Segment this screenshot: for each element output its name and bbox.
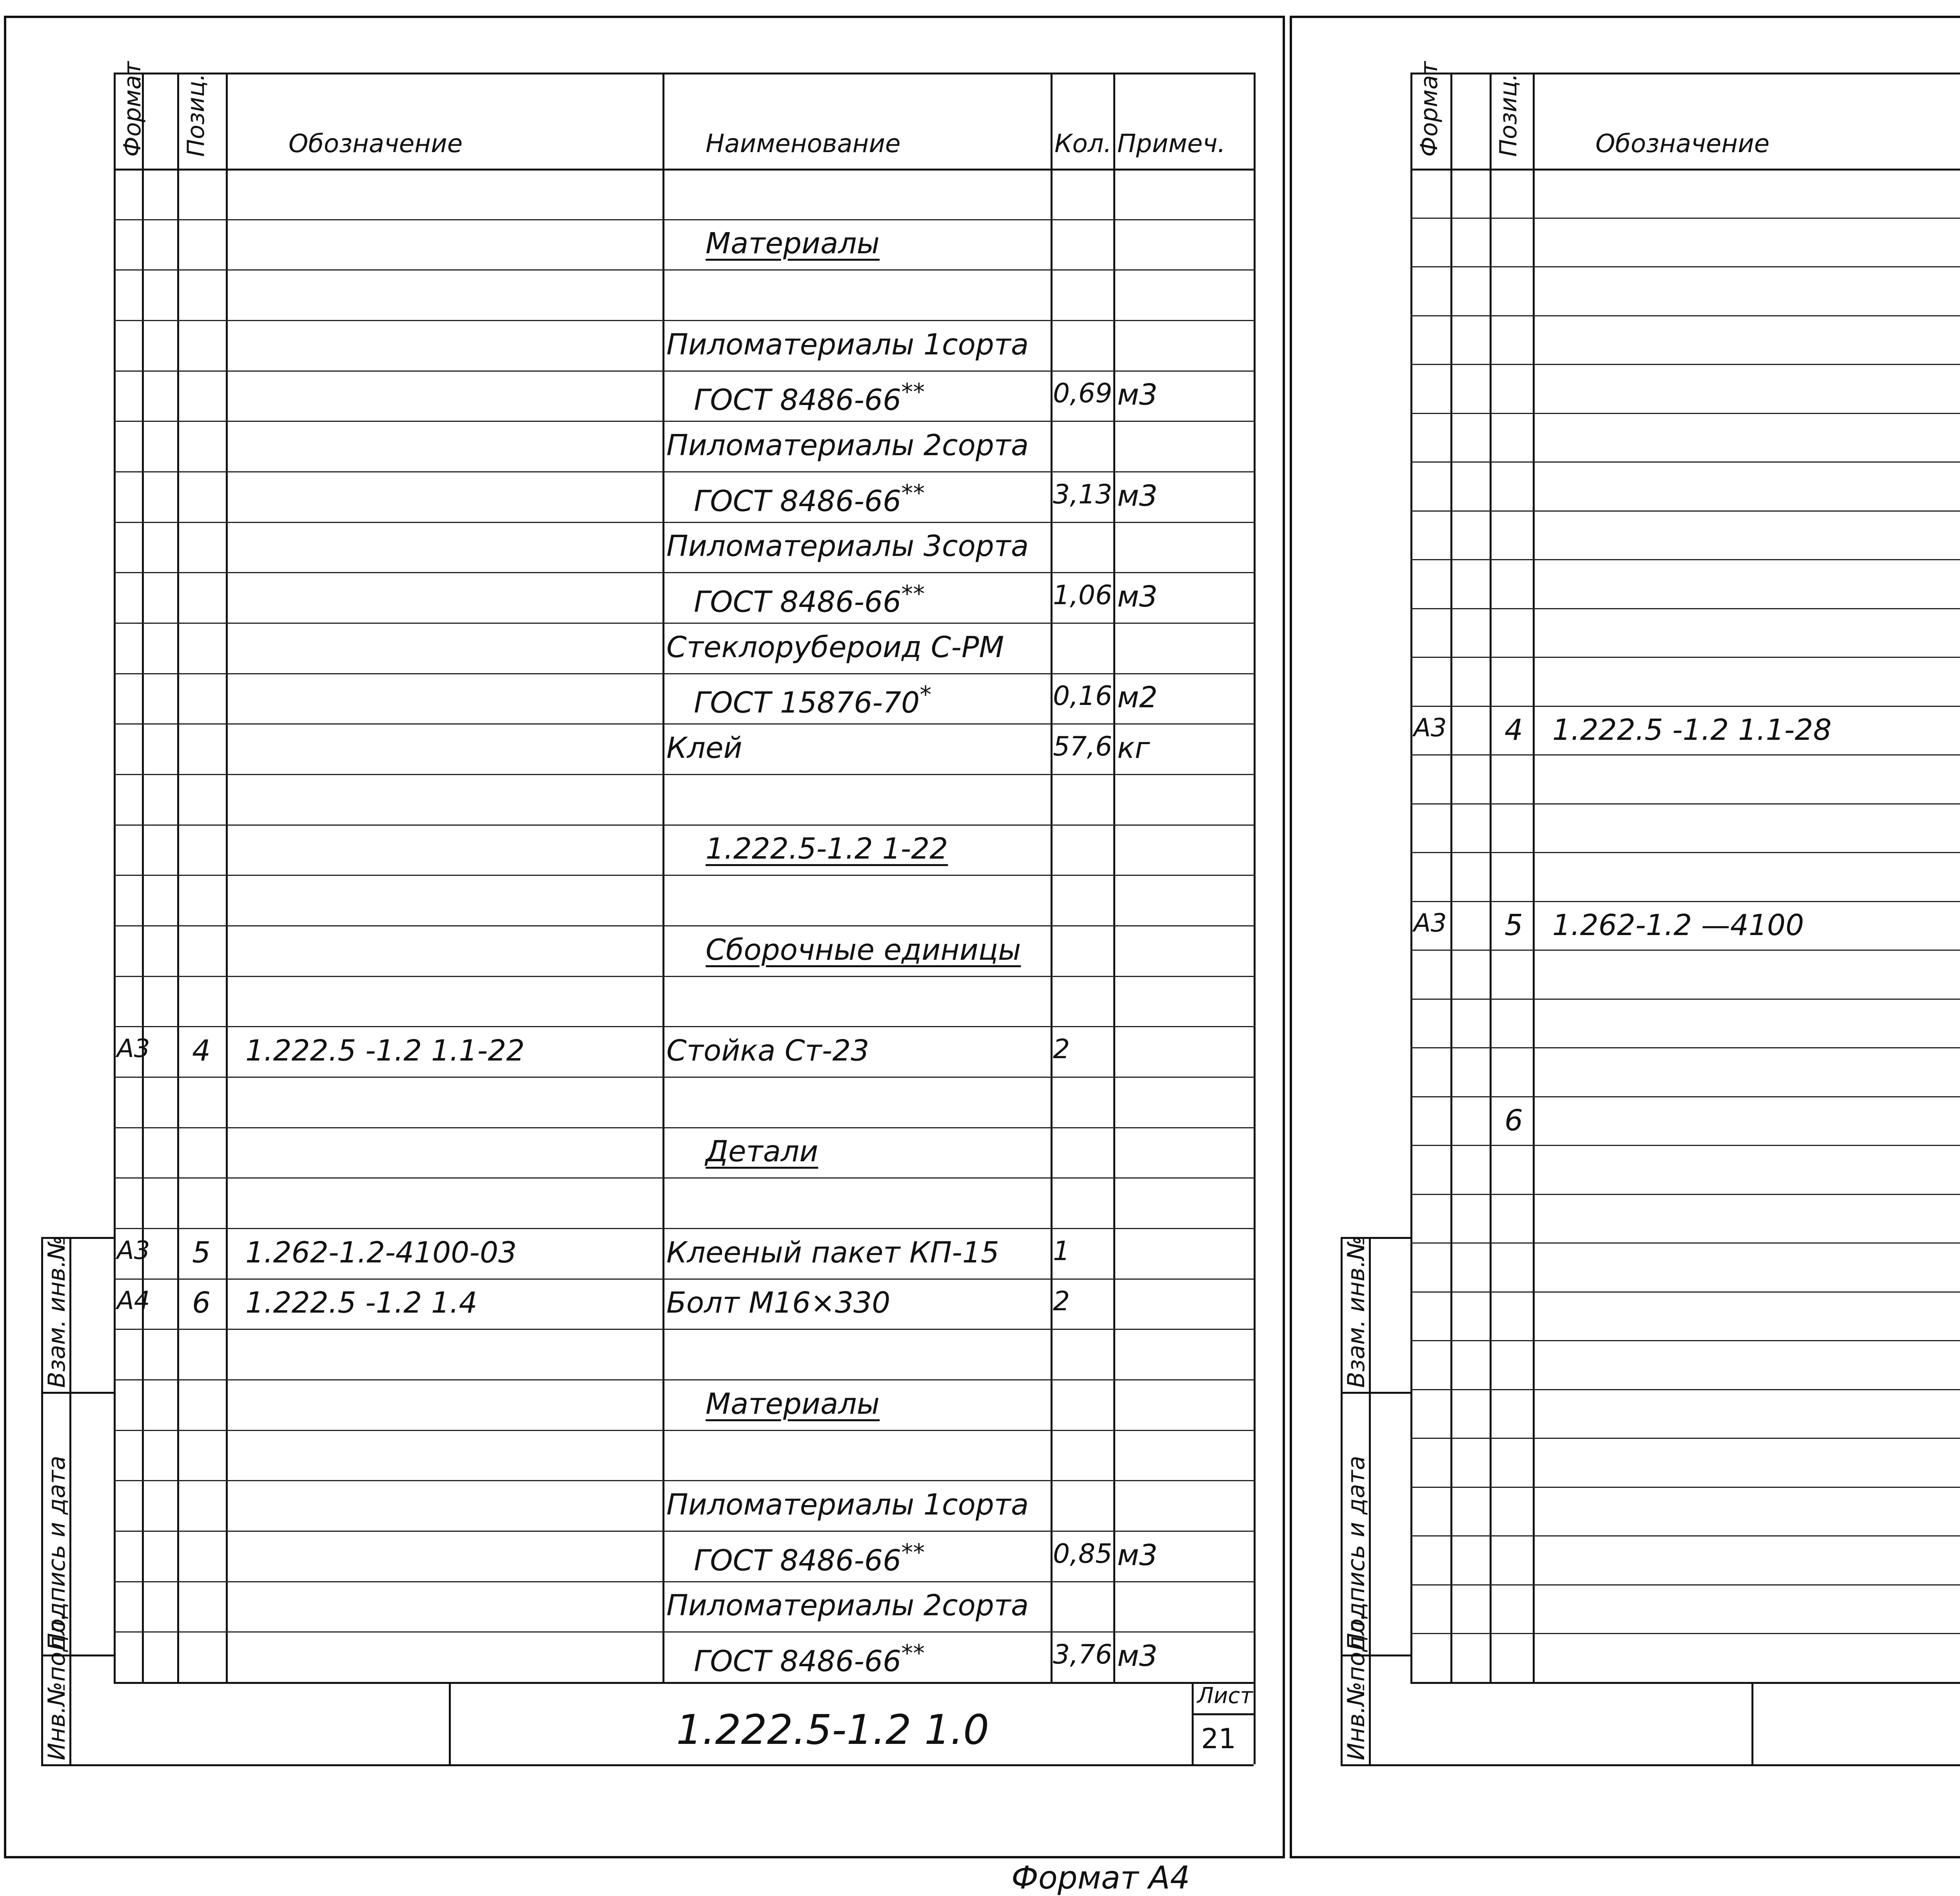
stamp-top — [114, 1682, 1254, 1684]
row-name: Пиломатериалы 3сорта — [666, 529, 1029, 563]
row-designation: 1.222.5 -1.2 1.1-28 — [1552, 713, 1832, 747]
row-line — [114, 1631, 1254, 1633]
row-line — [1410, 1584, 1960, 1585]
frame-right — [1254, 73, 1256, 1764]
row-line — [114, 219, 1254, 220]
row-line — [1410, 266, 1960, 267]
row-line — [114, 774, 1254, 775]
col-line — [1051, 73, 1053, 1682]
row-line — [1410, 1096, 1960, 1097]
row-name: ГОСТ 15876-70* — [694, 681, 932, 720]
row-line — [114, 320, 1254, 321]
row-line — [114, 723, 1254, 725]
row-line — [114, 623, 1254, 624]
header-bottom — [114, 169, 1254, 171]
row-name: ГОСТ 8486-66** — [694, 479, 925, 518]
side-vzam-inv: Взам. инв.№ — [1343, 1235, 1370, 1388]
row-line — [1410, 657, 1960, 658]
row-format: А3 — [117, 1034, 150, 1064]
row-line — [114, 825, 1254, 826]
row-line — [1410, 1633, 1960, 1634]
row-line — [1410, 1194, 1960, 1195]
frame-top — [114, 73, 1254, 74]
row-line — [1410, 901, 1960, 902]
header-designation: Обозначение — [289, 129, 463, 158]
frame-top — [1410, 73, 1960, 74]
side-inv-podl: Инв.№подл. — [1343, 1613, 1370, 1760]
row-line — [1410, 218, 1960, 219]
row-name: ГОСТ 8486-66** — [694, 1538, 925, 1578]
row-format: А3 — [1414, 908, 1447, 938]
row-line — [114, 1127, 1254, 1128]
row-line — [1410, 1389, 1960, 1390]
row-note: м2 — [1117, 681, 1158, 715]
header-position: Позиц. — [182, 73, 210, 157]
row-line — [114, 1430, 1254, 1431]
row-line — [1410, 1535, 1960, 1536]
row-note: м3 — [1117, 479, 1158, 513]
row-line — [114, 1177, 1254, 1179]
row-line — [1410, 1438, 1960, 1439]
row-note: кг — [1117, 731, 1150, 765]
row-name: Пиломатериалы 1сорта — [666, 1488, 1029, 1522]
col-line — [1410, 73, 1412, 1682]
row-line — [1410, 1487, 1960, 1488]
row-qty: 0,16 — [1053, 681, 1112, 712]
section-heading: Сборочные единицы — [706, 933, 1021, 967]
row-name: Пиломатериалы 2сорта — [666, 429, 1029, 463]
row-format: А3 — [1414, 713, 1447, 743]
row-line — [114, 1077, 1254, 1078]
row-qty: 1 — [1053, 1235, 1070, 1267]
section-heading: 1.222.5-1.2 1-22 — [706, 832, 948, 866]
row-name: Пиломатериалы 2сорта — [666, 1589, 1029, 1623]
row-format: А4 — [117, 1286, 150, 1316]
row-line — [114, 1531, 1254, 1532]
row-line — [1410, 608, 1960, 609]
row-line — [1410, 803, 1960, 805]
row-line — [1410, 1242, 1960, 1244]
row-line — [1410, 413, 1960, 414]
side-vzam-inv: Взам. инв.№ — [43, 1235, 71, 1388]
col-line — [662, 73, 664, 1682]
section-heading: Детали — [706, 1135, 818, 1169]
section-heading: Материалы — [706, 1387, 880, 1421]
row-name: Клееный пакет КП-15 — [666, 1235, 999, 1269]
row-line — [114, 1228, 1254, 1229]
row-name: ГОСТ 8486-66** — [694, 1640, 925, 1678]
stamp-div2 — [1192, 1682, 1194, 1764]
row-position: 4 — [192, 1034, 211, 1068]
col-line — [177, 73, 179, 1682]
row-qty: 3,76 — [1053, 1639, 1112, 1671]
row-name: Болт М16×330 — [666, 1286, 891, 1320]
row-qty: 2 — [1053, 1034, 1070, 1065]
row-designation: 1.262-1.2-4100-03 — [245, 1235, 517, 1269]
header-name: Наименование — [706, 129, 901, 158]
sheet-label: Лист — [1197, 1683, 1253, 1709]
stamp-bottom — [114, 1764, 1254, 1766]
side-sign-date: Подпись и дата — [43, 1456, 71, 1651]
footer-format: Формат А4 — [1011, 1860, 1190, 1896]
header-designation: Обозначение — [1595, 129, 1770, 158]
row-line — [114, 471, 1254, 472]
stamp-top — [1410, 1682, 1960, 1684]
row-qty: 57,6 — [1053, 731, 1112, 763]
stamp-sheet-line — [1192, 1713, 1254, 1715]
row-line — [114, 421, 1254, 422]
col-line — [114, 73, 116, 1682]
row-line — [1410, 315, 1960, 316]
row-name: Клей — [666, 731, 742, 765]
col-line — [226, 73, 228, 1682]
row-qty: 3,13 — [1053, 479, 1112, 510]
side-stamp-bottom — [1341, 1764, 1410, 1766]
row-position: 5 — [1504, 908, 1523, 942]
row-designation: 1.222.5 -1.2 1.4 — [245, 1286, 477, 1320]
sheet-number: 21 — [1201, 1723, 1236, 1755]
row-line — [1410, 852, 1960, 853]
row-position: 6 — [1504, 1103, 1523, 1137]
row-line — [114, 1026, 1254, 1027]
header-bottom — [1410, 169, 1960, 171]
row-note: м3 — [1117, 1538, 1158, 1572]
row-line — [114, 976, 1254, 977]
row-designation: 1.222.5 -1.2 1.1-22 — [245, 1034, 525, 1068]
side-stamp-sep1 — [1341, 1392, 1410, 1394]
row-line — [1410, 950, 1960, 951]
row-line — [114, 1279, 1254, 1280]
col-line — [1113, 73, 1115, 1682]
col-line — [142, 73, 144, 1682]
row-note: м3 — [1117, 378, 1158, 412]
section-heading: Материалы — [706, 227, 880, 261]
row-line — [114, 925, 1254, 926]
row-position: 5 — [192, 1235, 211, 1269]
row-note: м3 — [1117, 580, 1158, 614]
row-position: 4 — [1504, 713, 1523, 747]
row-line — [114, 673, 1254, 674]
row-line — [114, 875, 1254, 876]
row-line — [1410, 706, 1960, 707]
col-line — [1490, 73, 1492, 1682]
row-line — [1410, 1291, 1960, 1293]
row-qty: 0,85 — [1053, 1538, 1112, 1569]
row-line — [1410, 999, 1960, 1000]
row-position: 6 — [192, 1286, 211, 1320]
header-position: Позиц. — [1495, 73, 1522, 157]
row-qty: 0,69 — [1053, 378, 1112, 409]
col-line — [1533, 73, 1535, 1682]
row-line — [114, 370, 1254, 372]
row-line — [1410, 461, 1960, 463]
stamp-code: 1.222.5-1.2 1.0 — [676, 1706, 989, 1754]
row-name: Пиломатериалы 1сорта — [666, 327, 1029, 361]
stamp-bottom — [1410, 1764, 1960, 1766]
row-line — [1410, 510, 1960, 512]
side-sign-date: Подпись и дата — [1343, 1456, 1370, 1651]
row-line — [1410, 364, 1960, 365]
row-line — [1410, 1047, 1960, 1048]
header-note: Примеч. — [1117, 129, 1226, 158]
stamp-div1 — [449, 1682, 451, 1764]
row-line — [114, 522, 1254, 523]
side-inv-podl: Инв.№подл. — [43, 1613, 71, 1760]
row-line — [114, 1480, 1254, 1481]
row-designation: 1.262-1.2 —4100 — [1552, 908, 1804, 942]
header-format: Формат — [119, 61, 146, 157]
side-stamp-bottom — [41, 1764, 114, 1766]
row-name: Стойка Ст-23 — [666, 1034, 869, 1068]
row-name: ГОСТ 8486-66** — [694, 580, 925, 619]
row-name: Стеклорубероид С-РМ — [666, 630, 1004, 664]
header-format: Формат — [1416, 61, 1443, 157]
row-qty: 1,06 — [1053, 580, 1112, 611]
row-line — [1410, 559, 1960, 560]
row-line — [114, 1329, 1254, 1330]
row-line — [114, 269, 1254, 271]
row-qty: 2 — [1053, 1286, 1070, 1317]
stamp-div1 — [1751, 1682, 1753, 1764]
row-note: м3 — [1117, 1639, 1158, 1673]
row-line — [114, 572, 1254, 573]
row-line — [1410, 754, 1960, 755]
header-qty: Кол. — [1054, 129, 1112, 158]
col-line — [1450, 73, 1452, 1682]
row-line — [1410, 1340, 1960, 1341]
row-name: ГОСТ 8486-66** — [694, 378, 925, 418]
side-stamp-sep1 — [41, 1392, 114, 1394]
row-line — [114, 1581, 1254, 1582]
row-line — [1410, 1145, 1960, 1146]
row-line — [114, 1379, 1254, 1380]
row-format: А3 — [117, 1236, 150, 1265]
